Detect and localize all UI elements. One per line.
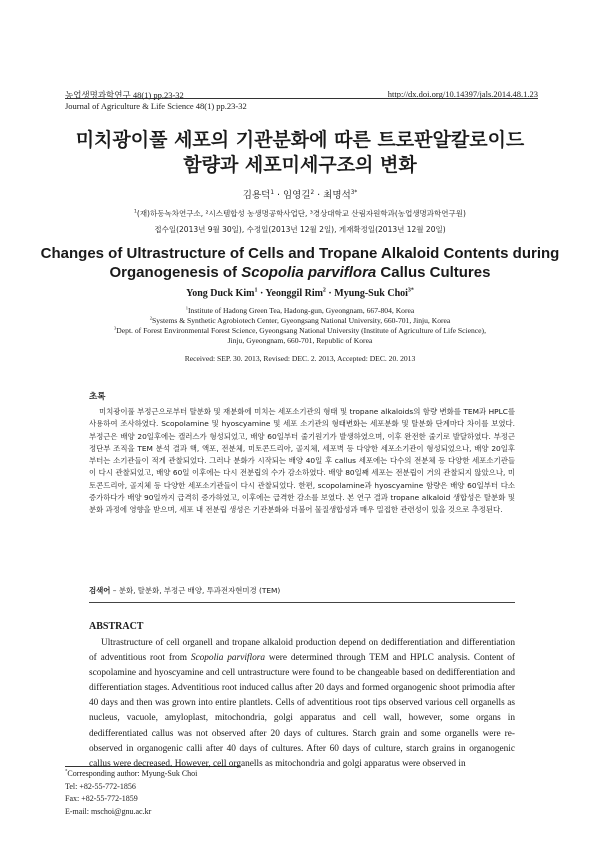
english-title-line1: Changes of Ultrastructure of Cells and Tropane Alkaloid Contents during: [40, 245, 560, 262]
telephone: Tel: +82-55-772-1856: [65, 781, 136, 791]
author-en-1: Yong Duck Kim: [186, 288, 255, 299]
doi-link[interactable]: http://dx.doi.org/10.14397/jals.2014.48.1.23: [387, 89, 538, 99]
keywords: [89, 585, 515, 596]
affiliation-en-2: $^2$Systems & Synthetic Agrobiotech Center, Gyeongsang National University, 660-701, Jinju, Korea: [149, 315, 451, 325]
english-title-line2: Organogenesis of Scopolia parviflora Callus Cultures: [109, 264, 491, 281]
korean-abstract-body: 미치광이풀 부정근으로부터 탈분화 및 재분화에 미치는 세포소기관의 형태 및 tropane alkaloids의 함량 변화를 TEM과 HPLC를 사용하여 조사하였다. Scopolamine 및 hyoscyamine 및 세포 소기관의 형태변화는 세포분화 및 탈분화 단계마다 차이를 보였다. 부정근은 배양 20일후에는 캘러스가 형성되었고, 배양 60일부터 줄기원기가 발생하였으며, 이후 완전한 줄기로 발달하였다. 부정근 정단부 조직을 TEM 분석 결과 핵, 액포, 전분체, 미토콘드리아, 골지체, 세포벽 등 다양한 세포소기관이 형성되었으나, 배양 20일후부터는 소기관들이 적게 관찰되었다. 그러나 분화가 시작되는 배양 40일 후 callus 세포에는 다수의 전분체 등 다양한 세포소기관들이 다시 관찰되었고, 배양 60일 이후에는 다시 전분립의 수가 감소하였다. 배양 80일째 세포는 전분립이 거의 관찰되지 않았으나, 미토콘드리아, 골지체 등 다양한 세포소기관들이 다시 관찰되었다. 한편, scopolamine과 hyoscyamine 함량은 배양 60일부터 다소 증가하다가 배양 90일까지 급격히 증가하였고, 이후에는 급격한 감소를 보였다. 본 연구 결과 tropane alkaloid 생합성은 탈분화 및 분화 과정에 영향을 받으며, 세포 내 전분립 생성은 기관분화와 더불어 물질생합성과 매우 밀접한 관련성이 있을 것으로 추정된다.: [89, 407, 515, 515]
header-rule: [65, 98, 538, 99]
korean-title-line2: 함량과 세포미세구조의 변화: [183, 154, 417, 176]
affiliation-en-1: $^1$Institute of Hadong Green Tea, Hadong-gun, Gyeongnam, 667-804, Korea: [185, 305, 415, 315]
footnote: [65, 768, 197, 818]
corresponding-author: *Corresponding author: Myung-Suk Choi: [65, 769, 198, 778]
footnote-rule: [65, 766, 240, 767]
email-link[interactable]: E-mail: mschoi@gnu.ac.kr: [65, 806, 152, 816]
author-en-2: Yeonggil Rim: [265, 288, 323, 299]
english-abstract-body: Ultrastructure of cell organell and tropane alkaloid production depend on dedifferentiation and differentiation of adventitious root from Scopolia parviflora were determined through TEM and HPLC analysis. Content of scopolamine and hyoscyamine and cell untrastructure were found to be changeable based on dedifferentiation and differentiation stages. Adventitious root induced callus after 20 days and formed organogenic shoot primodia after 40 days and then was grown into entire plantlets. Cells of adventitious root tips observed various cell organells as nucleus, vacuole, amyloplast, mitochondria, golgi apparatus and cell wall, however, some organs in dedifferentiated callus was not observed after 20 days of cultures. Starch grain and some organells were re-observed in organogenic calli after 40 days of cultures. After 60 days of culture, starch grains in organogenic callus were decreased. However, cell organells as mitochondria and golgi apparatus were observed in: [89, 638, 515, 769]
english-affiliations: [0, 306, 600, 346]
journal-name-english: Journal of Agriculture & Life Science 48(1) pp.23-32: [65, 101, 247, 111]
korean-abstract-heading: 초록: [89, 392, 106, 402]
section-divider: [89, 602, 515, 603]
species-name: Scopolia parviflora: [241, 264, 377, 281]
journal-name-korean: 농업생명과학연구 48(1) pp.23-32: [65, 90, 184, 100]
english-abstract-heading: ABSTRACT: [89, 621, 144, 632]
korean-dates: 접수일(2013년 9월 30일), 수정일(2013년 12월 2일), 게재확정일(2013년 12월 20일): [154, 225, 446, 234]
english-dates: Received: SEP. 30. 2013, Revised: DEC. 2. 2013, Accepted: DEC. 20. 2013: [184, 354, 416, 363]
author-kr-3: 최명석: [323, 190, 351, 201]
author-kr-1: 김용덕: [242, 190, 271, 201]
affiliation-en-3: $^3$Dept. of Forest Environmental Forest Science, Gyeongsang National University (Institute of Agriculture of Life Science),: [114, 325, 486, 335]
english-title: [0, 244, 600, 282]
species-name-abstract: Scopolia parviflora: [190, 653, 265, 664]
korean-title: [0, 128, 600, 178]
affiliation-en-4: Jinju, Gyeongnam, 660-701, Republic of Korea: [227, 336, 373, 345]
author-en-3: Myung-Suk Choi: [334, 288, 408, 299]
english-authors: Yong Duck Kim$^1$ · Yeonggil Rim$^2$ · Myung-Suk Choi$^{3*}$: [186, 287, 414, 299]
running-header: [65, 89, 538, 101]
fax: Fax: +82-55-772-1859: [65, 794, 138, 803]
korean-affiliations: $^1$(재)하동녹차연구소, ²시스템합성 농생명공학사업단, ³경상대학교 산림자원학과(농업생명과학연구원): [134, 209, 466, 218]
korean-authors: 김용덕$^1$ · 임영길$^2$ · 최명석$^{3*}$: [242, 189, 358, 201]
korean-title-line1: 미치광이풀 세포의 기관분화에 따른 트로판알칼로이드: [75, 129, 525, 151]
keywords-label: 검색어: [89, 586, 111, 595]
author-kr-2: 임영길: [283, 190, 311, 201]
keywords-text: – 분화, 탈분화, 부정근 배양, 투과전자현미경 (TEM): [110, 586, 281, 595]
